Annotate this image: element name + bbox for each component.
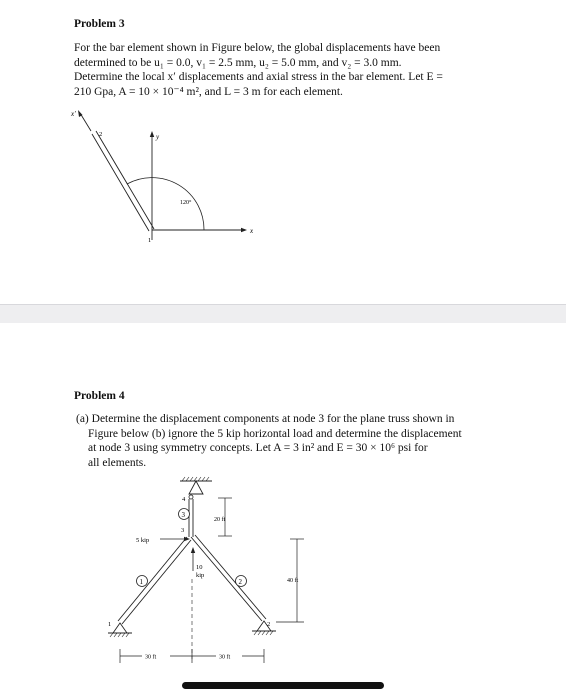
top-wall-hatch	[182, 477, 209, 481]
problem-3-heading: Problem 3	[74, 18, 125, 30]
top-pin-support	[189, 481, 203, 494]
dim-30ft-left-label: 30 ft	[145, 654, 157, 661]
local-axis-label: x′	[71, 110, 76, 118]
problem-3-line-4: 210 Gpa, A = 10 × 10⁻⁴ m², and L = 3 m for each element.	[74, 85, 343, 98]
node-2-label: 2	[267, 621, 271, 628]
part-a-line-1: (a) Determine the displacement components at node 3 for the plane truss shown in	[76, 413, 455, 425]
x-axis-arrow	[241, 228, 247, 232]
node-3-label: 3	[181, 527, 185, 534]
dim-40ft-label: 40 ft	[287, 578, 299, 584]
node-4-pin	[189, 495, 193, 499]
node-1-label: 1	[148, 237, 152, 244]
load-10kip-arrow	[191, 547, 195, 553]
angle-label: 120°	[180, 200, 192, 206]
problem-3-line-1: For the bar element shown in Figure below, the global displacements have been	[74, 42, 441, 54]
load-5kip-label: 5 kip	[136, 537, 150, 544]
load-10kip-value: 10	[196, 564, 203, 571]
problem-3-line-3: Determine the local x′ displacements and axial stress in the bar element. Let E =	[74, 71, 443, 83]
problem-4-truss-figure	[0, 323, 566, 700]
node-4-label: 4	[182, 496, 186, 503]
element-3-label: 3	[181, 511, 185, 519]
member-2-b	[195, 535, 266, 619]
x-axis-label: x	[250, 227, 254, 235]
part-a-line-4: all elements.	[88, 456, 147, 469]
problem-3-line-2: determined to be u₁ = 0.0, v₁ = 2.5 mm, u₂ = 5.0 mm, and v₂ = 3.0 mm.	[74, 56, 402, 69]
angle-arc	[127, 178, 204, 230]
element-1-label: 1	[139, 578, 143, 586]
member-1-b	[122, 540, 191, 624]
problem-4-heading: Problem 4	[74, 390, 125, 402]
y-axis-arrow	[150, 131, 154, 137]
load-10kip-unit: kip	[196, 572, 205, 579]
problem-3-bar-figure	[0, 0, 566, 304]
right-ground-hatch	[254, 631, 273, 635]
left-pin-support	[113, 623, 127, 633]
member-2-a	[191, 537, 262, 621]
member-1-a	[118, 537, 187, 621]
element-2-label: 2	[238, 578, 242, 586]
page-separator	[0, 304, 566, 324]
bar-edge-1	[92, 134, 149, 231]
dim-20ft-label: 20 ft	[214, 517, 226, 523]
left-ground-hatch	[110, 633, 129, 637]
bar-edge-2	[96, 131, 154, 229]
node-2-label: 2	[99, 131, 103, 138]
local-axis	[80, 113, 91, 131]
node-1-label: 1	[108, 621, 112, 628]
y-axis-label: y	[156, 133, 160, 141]
part-a-line-3: at node 3 using symmetry concepts. Let A = 3 in² and E = 30 × 10⁶ psi for	[88, 442, 428, 454]
page-problem-3	[0, 0, 566, 304]
part-a-line-2: Figure below (b) ignore the 5 kip horizontal load and determine the displacement	[88, 427, 462, 440]
dim-30ft-right-label: 30 ft	[219, 654, 231, 661]
home-indicator-bar[interactable]	[182, 682, 384, 689]
page-problem-4	[0, 323, 566, 700]
